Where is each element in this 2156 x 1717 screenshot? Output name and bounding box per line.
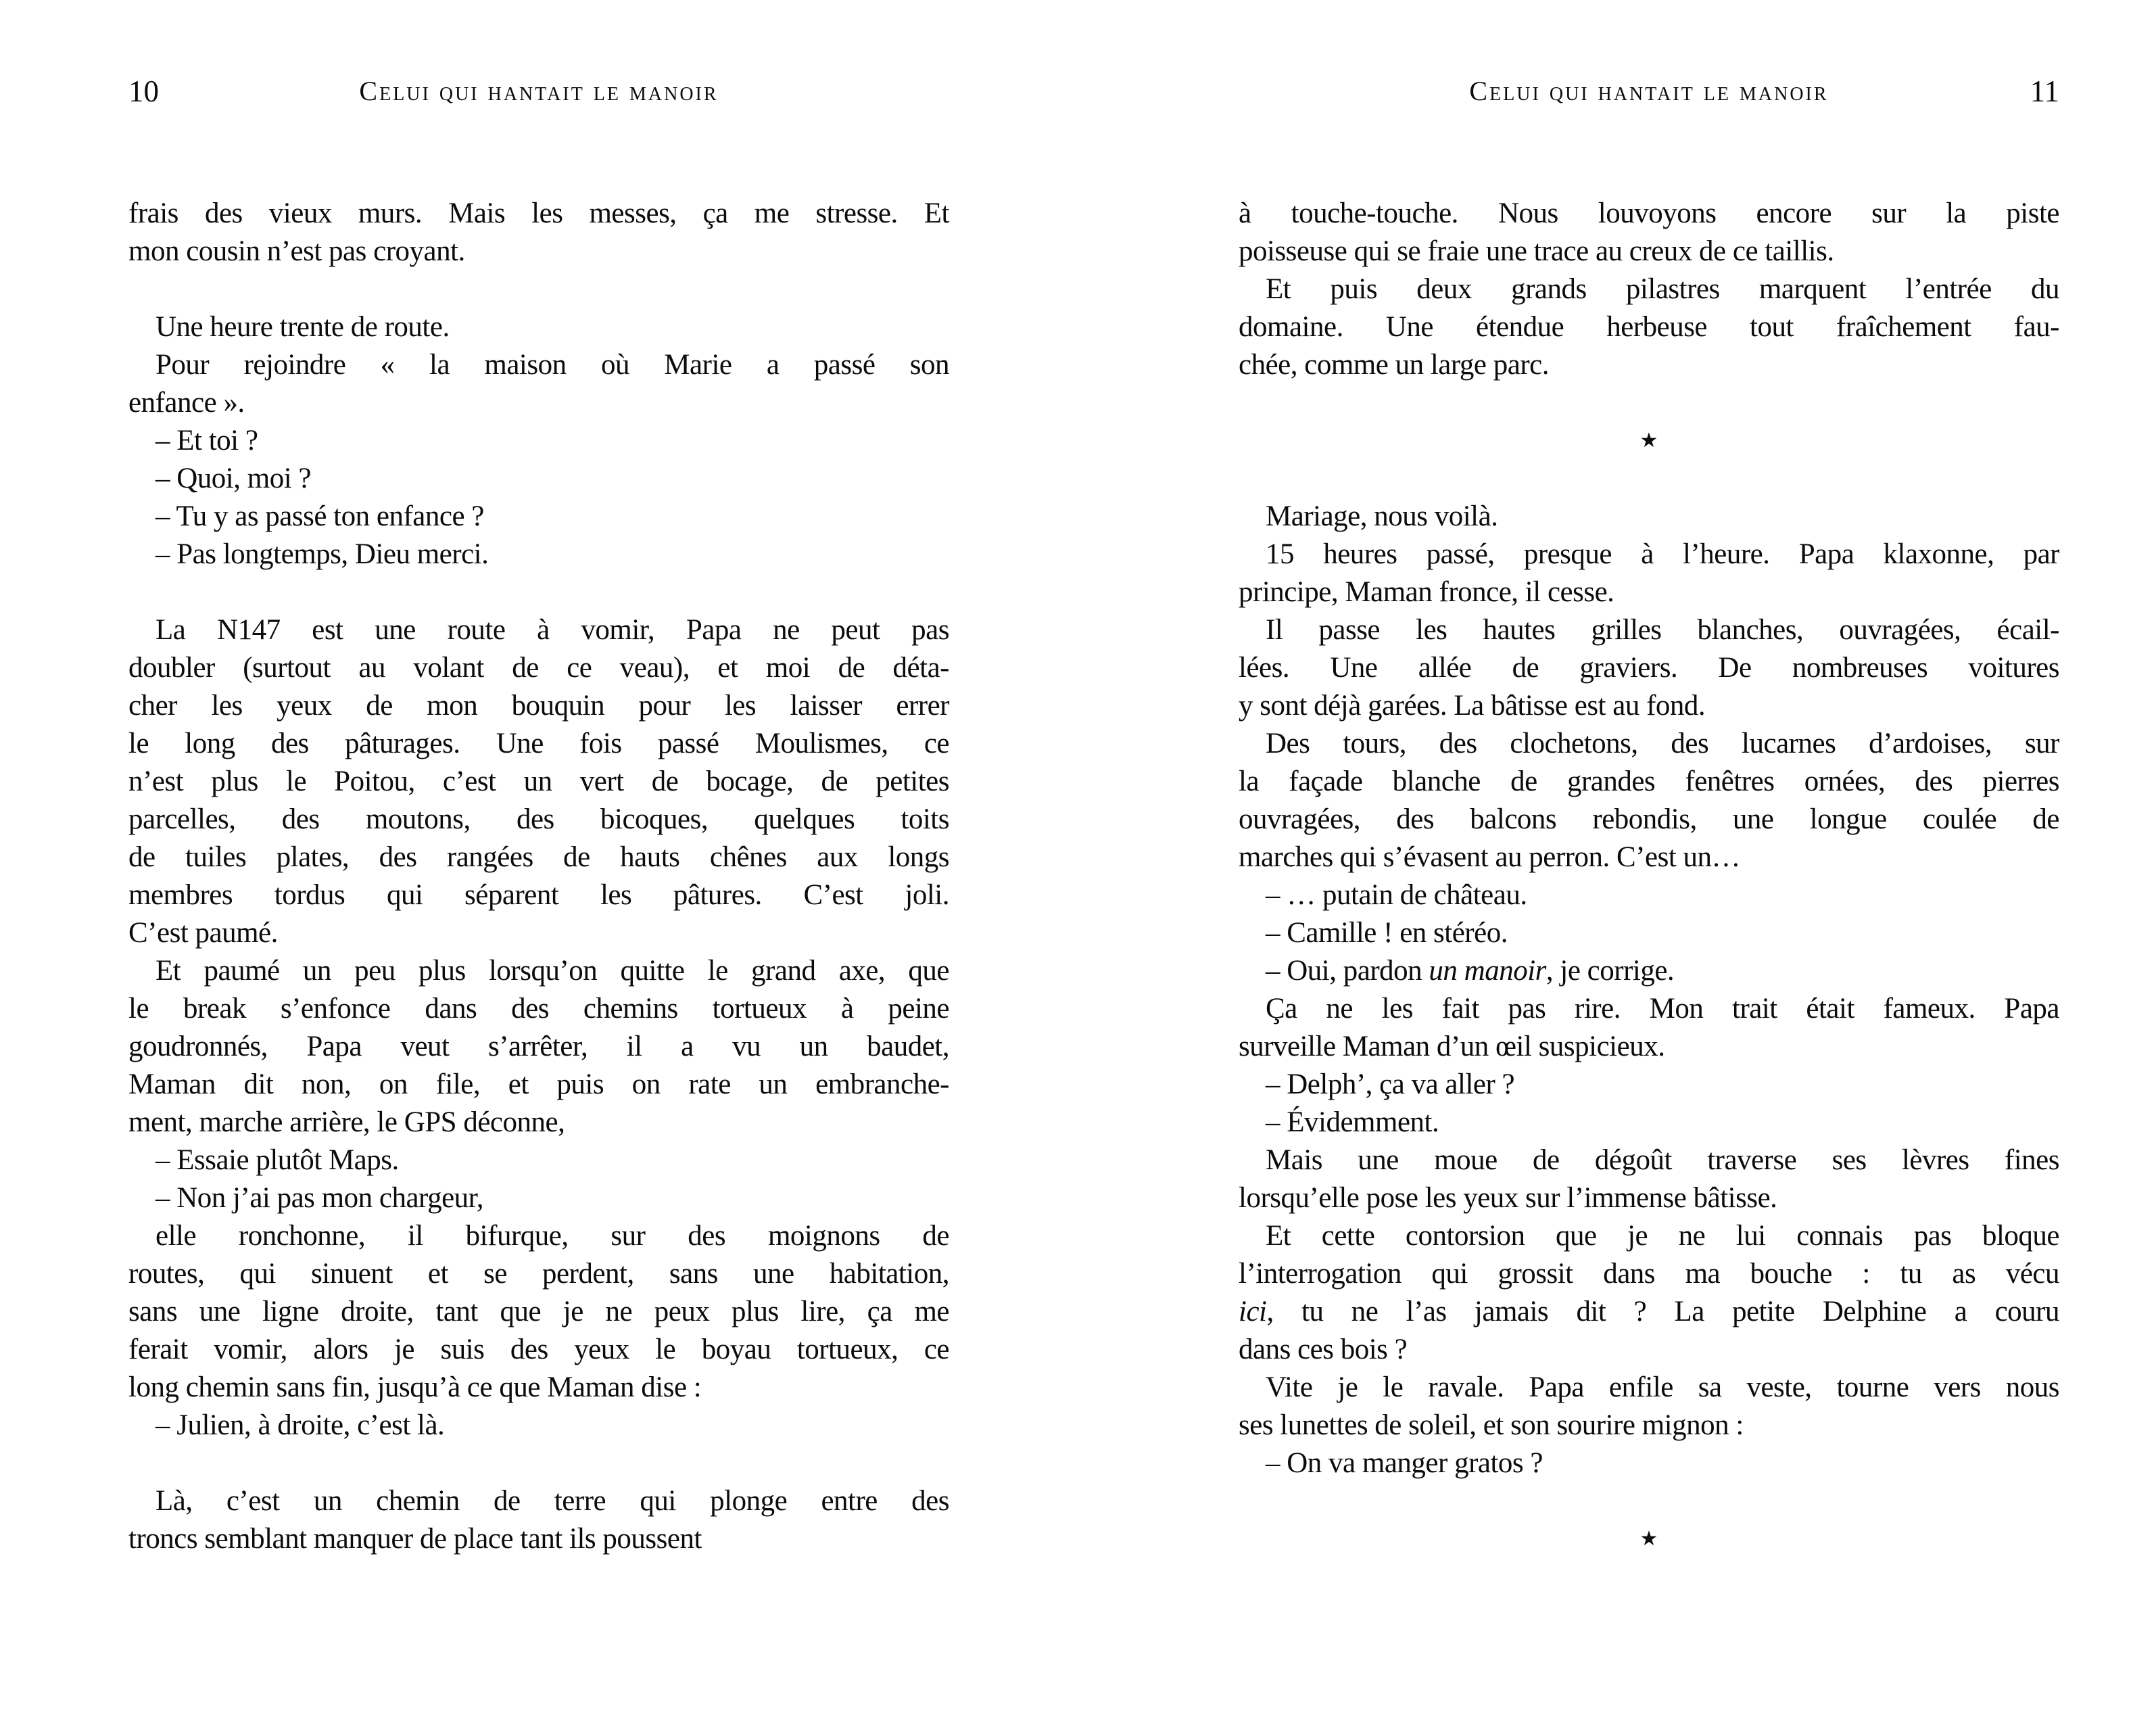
text-line xyxy=(128,422,949,460)
text-line xyxy=(1239,346,2059,384)
text-segment: doubler (surtout au volant de ce veau), et moi de déta- xyxy=(128,652,949,684)
blank-line xyxy=(128,573,949,611)
text-segment: principe, Maman fronce, il cesse. xyxy=(1239,576,1614,608)
text-line xyxy=(128,384,949,422)
text-line xyxy=(128,876,949,914)
text-segment: Une heure trente de route. xyxy=(155,311,450,343)
text-line xyxy=(1239,536,2059,573)
text-segment: parcelles, des moutons, des bicoques, quelques toits xyxy=(128,803,949,835)
text-line xyxy=(128,611,949,649)
text-line xyxy=(1239,1028,2059,1066)
section-break-star: ★ xyxy=(1639,429,1658,452)
dialogue-paragraph xyxy=(1239,1104,2059,1142)
text-segment: – Camille ! en stéréo. xyxy=(1266,917,1508,949)
text-line xyxy=(128,801,949,839)
text-line xyxy=(1239,498,2059,536)
text-segment: lées. Une allée de graviers. De nombreuses voitures xyxy=(1239,652,2059,684)
text-line xyxy=(1239,611,2059,649)
text-line xyxy=(1239,1104,2059,1142)
dialogue-paragraph xyxy=(1239,1444,2059,1482)
text-segment: Pour rejoindre « la maison où Marie a passé son xyxy=(155,349,949,381)
text-segment: n’est plus le Poitou, c’est un vert de bocage, de petites xyxy=(128,766,949,797)
section-break-star: ★ xyxy=(1639,1528,1658,1550)
paragraph xyxy=(128,195,949,271)
text-line xyxy=(128,1520,949,1558)
text-line xyxy=(1239,914,2059,952)
text-line xyxy=(128,687,949,725)
text-line xyxy=(1239,1369,2059,1407)
paragraph xyxy=(1239,1369,2059,1444)
dialogue-paragraph xyxy=(1239,952,2059,990)
text-line xyxy=(1239,1179,2059,1217)
text-segment: Et paumé un peu plus lorsqu’on quitte le grand axe, que xyxy=(155,955,949,987)
italic-text: un manoir xyxy=(1429,955,1546,987)
text-segment: goudronnés, Papa veut s’arrêter, il a vu un baudet, xyxy=(128,1031,949,1062)
text-line xyxy=(128,763,949,801)
text-segment: chée, comme un large parc. xyxy=(1239,349,1549,381)
paragraph xyxy=(128,952,949,1142)
text-line xyxy=(1239,801,2059,839)
text-segment: elle ronchonne, il bifurque, sur des moignons de xyxy=(155,1220,949,1252)
text-line xyxy=(1239,839,2059,876)
blank-line xyxy=(128,1444,949,1482)
text-segment: ouvragées, des balcons rebondis, une longue coulée de xyxy=(1239,803,2059,835)
text-segment: Il passe les hautes grilles blanches, ouvragées, écail- xyxy=(1266,614,2059,646)
text-line xyxy=(128,498,949,536)
text-line xyxy=(128,1104,949,1142)
text-line xyxy=(1239,990,2059,1028)
paragraph xyxy=(128,1217,949,1407)
text-segment: Mais une moue de dégoût traverse ses lèvres fines xyxy=(1266,1144,2059,1176)
paragraph xyxy=(1239,536,2059,611)
text-line xyxy=(1239,952,2059,990)
text-segment: ferait vomir, alors je suis des yeux le boyau tortueux, ce xyxy=(128,1334,949,1365)
text-segment: , je corrige. xyxy=(1546,955,1675,987)
text-segment: marches qui s’évasent au perron. C’est un… xyxy=(1239,841,1741,873)
dialogue-paragraph xyxy=(128,422,949,460)
text-segment: ment, marche arrière, le GPS déconne, xyxy=(128,1106,565,1138)
text-line xyxy=(1239,573,2059,611)
italic-text: ici xyxy=(1239,1296,1267,1327)
paragraph xyxy=(1239,271,2059,384)
page-left xyxy=(128,0,949,1717)
paragraph xyxy=(128,611,949,952)
page-body xyxy=(128,195,949,1558)
paragraph xyxy=(1239,1142,2059,1217)
text-line xyxy=(128,1066,949,1104)
text-segment: – Évidemment. xyxy=(1266,1106,1439,1138)
dialogue-paragraph xyxy=(1239,876,2059,914)
text-segment: – Oui, pardon xyxy=(1266,955,1429,987)
text-line xyxy=(128,649,949,687)
text-line xyxy=(128,1028,949,1066)
text-segment: ses lunettes de soleil, et son sourire mignon : xyxy=(1239,1409,1744,1441)
text-line xyxy=(1239,763,2059,801)
dialogue-paragraph xyxy=(128,1179,949,1217)
page-number: 10 xyxy=(128,74,159,108)
text-line xyxy=(128,233,949,271)
page-header xyxy=(128,76,949,108)
text-segment: le break s’enfonce dans des chemins tortueux à peine xyxy=(128,993,949,1025)
text-line xyxy=(128,1331,949,1369)
blank-line xyxy=(128,271,949,308)
text-line xyxy=(128,195,949,233)
text-line xyxy=(128,1255,949,1293)
text-segment: , tu ne l’as jamais dit ? La petite Delphine a couru xyxy=(1266,1296,2059,1327)
text-line xyxy=(128,308,949,346)
text-segment: à touche-touche. Nous louvoyons encore sur la piste xyxy=(1239,197,2059,229)
text-segment: – Pas longtemps, Dieu merci. xyxy=(155,538,489,570)
text-segment: le long des pâturages. Une fois passé Moulismes, ce xyxy=(128,728,949,759)
text-segment: – Julien, à droite, c’est là. xyxy=(155,1409,445,1441)
text-line xyxy=(128,1482,949,1520)
text-segment: – Tu y as passé ton enfance ? xyxy=(155,500,484,532)
text-segment: Des tours, des clochetons, des lucarnes d’ardoises, sur xyxy=(1266,728,2059,759)
text-line xyxy=(128,1369,949,1407)
text-segment: Là, c’est un chemin de terre qui plonge entre des xyxy=(155,1485,949,1517)
text-segment: Mariage, nous voilà. xyxy=(1266,500,1498,532)
text-line xyxy=(128,1142,949,1179)
text-segment: l’interrogation qui grossit dans ma bouche : tu as vécu xyxy=(1239,1258,2059,1290)
text-segment: Et puis deux grands pilastres marquent l’entrée du xyxy=(1266,273,2059,305)
text-line xyxy=(128,1293,949,1331)
paragraph xyxy=(128,1482,949,1558)
paragraph xyxy=(1239,195,2059,271)
text-line xyxy=(1239,1407,2059,1444)
text-segment: poisseuse qui se fraie une trace au creux de ce taillis. xyxy=(1239,235,1834,267)
text-line xyxy=(1239,687,2059,725)
text-line xyxy=(128,1179,949,1217)
text-segment: – … putain de château. xyxy=(1266,879,1527,911)
text-line xyxy=(1239,649,2059,687)
text-segment: troncs semblant manquer de place tant ils poussent xyxy=(128,1523,702,1555)
text-segment: – On va manger gratos ? xyxy=(1266,1447,1543,1479)
dialogue-paragraph xyxy=(128,460,949,498)
page-right xyxy=(1239,0,2059,1717)
paragraph xyxy=(1239,498,2059,536)
text-line xyxy=(128,725,949,763)
page-number: 11 xyxy=(2030,74,2059,108)
text-line xyxy=(1239,1255,2059,1293)
text-segment: sans une ligne droite, tant que je ne peux plus lire, ça me xyxy=(128,1296,949,1327)
text-segment: – Delph’, ça va aller ? xyxy=(1266,1068,1515,1100)
text-segment: Et cette contorsion que je ne lui connais pas bloque xyxy=(1266,1220,2059,1252)
text-line xyxy=(128,839,949,876)
paragraph xyxy=(1239,990,2059,1066)
text-line xyxy=(1239,233,2059,271)
text-segment: dans ces bois ? xyxy=(1239,1334,1408,1365)
text-line xyxy=(1239,1142,2059,1179)
page-body xyxy=(1239,195,2059,1558)
dialogue-paragraph xyxy=(1239,914,2059,952)
dialogue-paragraph xyxy=(128,536,949,573)
text-line xyxy=(128,460,949,498)
running-title: Celui qui hantait le manoir xyxy=(359,76,719,106)
text-segment: – Non j’ai pas mon chargeur, xyxy=(155,1182,484,1214)
blank-line xyxy=(1239,384,2059,422)
text-line xyxy=(1239,195,2059,233)
text-line xyxy=(1239,271,2059,308)
paragraph xyxy=(1239,1217,2059,1369)
text-line xyxy=(1239,725,2059,763)
text-segment: routes, qui sinuent et se perdent, sans une habitation, xyxy=(128,1258,949,1290)
text-segment: mon cousin n’est pas croyant. xyxy=(128,235,465,267)
text-line xyxy=(1239,1293,2059,1331)
text-line xyxy=(1239,308,2059,346)
text-line xyxy=(1239,876,2059,914)
blank-line xyxy=(1239,460,2059,498)
text-line xyxy=(128,952,949,990)
text-segment: – Et toi ? xyxy=(155,425,258,456)
dialogue-paragraph xyxy=(128,1407,949,1444)
text-line xyxy=(128,1217,949,1255)
text-segment: – Quoi, moi ? xyxy=(155,463,311,494)
text-line xyxy=(1239,1217,2059,1255)
text-segment: domaine. Une étendue herbeuse tout fraîchement fau- xyxy=(1239,311,2059,343)
text-segment: lorsqu’elle pose les yeux sur l’immense bâtisse. xyxy=(1239,1182,1777,1214)
text-line xyxy=(128,1407,949,1444)
text-segment: membres tordus qui séparent les pâtures. C’est joli. xyxy=(128,879,949,911)
text-segment: – Essaie plutôt Maps. xyxy=(155,1144,399,1176)
text-line xyxy=(128,536,949,573)
dialogue-paragraph xyxy=(128,498,949,536)
dialogue-paragraph xyxy=(1239,1066,2059,1104)
text-segment: C’est paumé. xyxy=(128,917,278,949)
text-segment: y sont déjà garées. La bâtisse est au fond. xyxy=(1239,690,1706,722)
text-line xyxy=(128,914,949,952)
paragraph xyxy=(1239,611,2059,725)
text-line xyxy=(128,990,949,1028)
text-segment: cher les yeux de mon bouquin pour les laisser errer xyxy=(128,690,949,722)
running-title: Celui qui hantait le manoir xyxy=(1469,76,1829,106)
paragraph xyxy=(128,308,949,346)
text-line xyxy=(128,346,949,384)
dialogue-paragraph xyxy=(128,1142,949,1179)
text-segment: 15 heures passé, presque à l’heure. Papa klaxonne, par xyxy=(1266,538,2059,570)
paragraph xyxy=(128,346,949,422)
text-segment: Vite je le ravale. Papa enfile sa veste, tourne vers nous xyxy=(1266,1371,2059,1403)
text-segment: Maman dit non, on file, et puis on rate un embranche- xyxy=(128,1068,949,1100)
page-header xyxy=(1239,76,2059,108)
text-segment: frais des vieux murs. Mais les messes, ça me stresse. Et xyxy=(128,197,949,229)
text-line xyxy=(1239,1331,2059,1369)
text-segment: la façade blanche de grandes fenêtres ornées, des pierres xyxy=(1239,766,2059,797)
text-segment: de tuiles plates, des rangées de hauts chênes aux longs xyxy=(128,841,949,873)
text-line xyxy=(1239,1066,2059,1104)
text-segment: La N147 est une route à vomir, Papa ne peut pas xyxy=(155,614,949,646)
blank-line xyxy=(1239,1482,2059,1520)
text-line xyxy=(1239,1444,2059,1482)
paragraph xyxy=(1239,725,2059,876)
text-segment: surveille Maman d’un œil suspicieux. xyxy=(1239,1031,1665,1062)
text-segment: Ça ne les fait pas rire. Mon trait était fameux. Papa xyxy=(1266,993,2059,1025)
text-segment: long chemin sans fin, jusqu’à ce que Maman dise : xyxy=(128,1371,702,1403)
text-segment: enfance ». xyxy=(128,387,245,419)
